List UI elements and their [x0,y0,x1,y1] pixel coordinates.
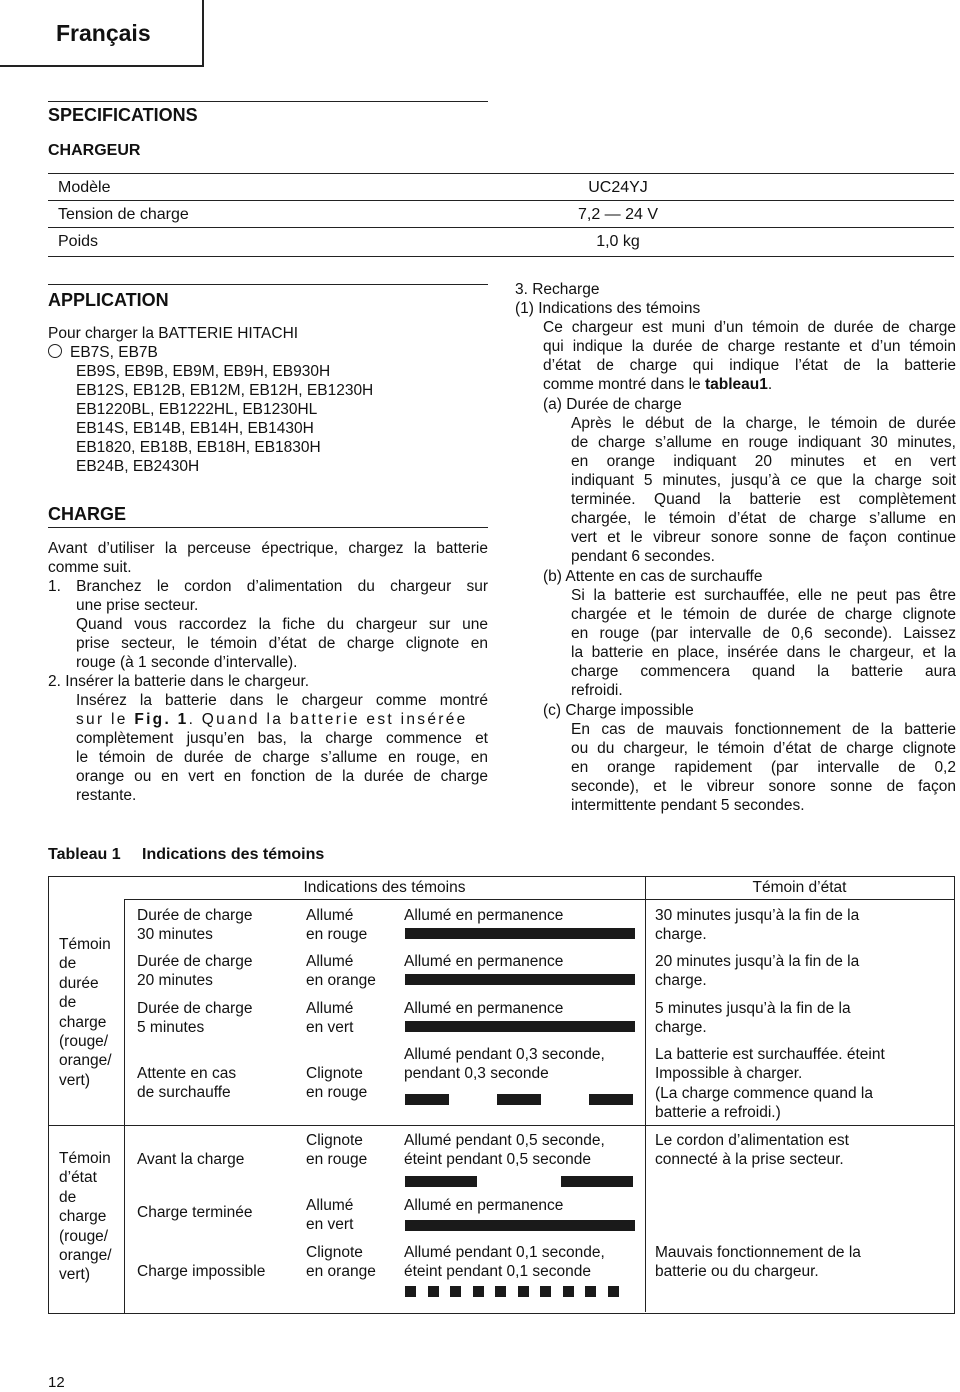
row-light: Allumé en rouge [306,907,368,944]
application-item: EB9S, EB9B, EB9M, EB9H, EB930H [76,363,331,380]
charge-text: le témoin de durée de charge s’allume en rouge, en [76,749,488,766]
spec-label: Poids [58,233,99,250]
blink-square [405,1286,416,1297]
recharge-text: Si la batterie est surchauffée, elle ne peut pas être [571,587,956,604]
table-header-divider [124,899,954,900]
group-charge-duration: Témoin de durée de charge (rouge/ orange/ vert) [59,936,112,1089]
row-light: Allumé en vert [306,1000,354,1037]
recharge-text: Ce chargeur est muni d’un témoin de durée de charge [543,319,956,336]
recharge-title: 3. Recharge [515,281,600,298]
charge-text: Insérez la batterie dans le chargeur comme montré [76,692,488,709]
group-charge-status: Témoin d’état de charge (rouge/ orange/ vert) [59,1150,112,1284]
row-pattern: Allumé pendant 0,5 seconde, éteint pendant 0,5 seconde [404,1132,605,1169]
application-item: EB1220BL, EB1222HL, EB1230HL [76,401,318,418]
recharge-text: refroidi. [571,682,623,699]
charge-text: restante. [76,787,137,804]
row-status: Le cordon d’alimentation est connecté à la prise secteur. [655,1132,849,1169]
blink-square [608,1286,619,1297]
spec-label: Tension de charge [58,206,189,223]
charge-text: Quand vous raccordez la fiche du chargeur sur une [76,616,488,633]
recharge-text: charge commencera quand la batterie aura [571,663,956,680]
charge-step-2: 2. Insérer la batterie dans le chargeur. [48,673,310,690]
recharge-text: comme montré dans le tableau1. [543,376,773,393]
row-pattern: Allumé en permanence [404,1197,564,1214]
spec-label: Modèle [58,179,111,196]
blink-bar [589,1094,633,1105]
table-head-indications: Indications des témoins [303,879,466,896]
application-item: EB24B, EB2430H [76,458,200,475]
table-reference: tableau1 [704,376,768,393]
steady-light-bar [405,928,635,939]
spec-row-divider [48,200,954,201]
charge-text: une prise secteur. [76,597,199,614]
blink-bar [561,1176,633,1187]
recharge-text: pendant 6 secondes. [571,548,715,565]
recharge-text: en orange indiquant 20 minutes et en vert [571,453,956,470]
charge-text: complètement jusqu’en bas, la charge commence et [76,730,488,747]
rule [48,527,488,528]
spec-table-top [48,173,954,174]
table-col-divider [124,899,125,1313]
recharge-subtitle: (1) Indications des témoins [515,300,701,317]
row-status: 5 minutes jusqu’à la fin de la charge. [655,1000,851,1037]
table-group-divider [48,1125,954,1126]
row-light: Clignote en rouge [306,1065,368,1102]
row-name: Durée de charge 30 minutes [137,907,253,944]
spec-value: UC24YJ [588,179,648,196]
row-pattern: Allumé pendant 0,1 seconde, éteint pendant 0,1 seconde [404,1244,605,1281]
recharge-text: En cas de mauvais fonctionnement de la batterie [571,721,956,738]
row-status: 30 minutes jusqu’à la fin de la charge. [655,907,860,944]
row-light: Clignote en orange [306,1244,376,1281]
charge-text: orange ou en vert en fonction de la durée de charge [76,768,488,785]
section-title-charge: CHARGE [48,504,127,524]
blink-bar [405,1176,477,1187]
recharge-text: en rouge (par intervalle de 0,6 seconde). Laissez [571,625,956,642]
blink-square [518,1286,529,1297]
recharge-text: terminée. Quand la batterie est complètement [571,491,956,508]
table-caption-label: Tableau 1 [48,846,121,863]
recharge-text: Après le début de la charge, le témoin de durée [571,415,956,432]
recharge-item-c: (c) Charge impossible [543,702,694,719]
row-name: Durée de charge 20 minutes [137,953,253,990]
section-title-application: APPLICATION [48,290,169,310]
spec-table-bottom [48,256,954,257]
application-intro: Pour charger la BATTERIE HITACHI [48,325,299,342]
recharge-text: chargée, le témoin d’état de charge s’allume en [571,510,956,527]
steady-light-bar [405,1220,635,1231]
charge-text: rouge (à 1 seconde d’intervalle). [76,654,298,671]
spec-value: 1,0 kg [596,233,640,250]
recharge-text: d’état de charge qui indique l’état de la batterie [543,357,956,374]
row-name: Charge impossible [137,1263,266,1280]
row-light: Allumé en vert [306,1197,354,1234]
rule [48,101,488,102]
row-name: Avant la charge [137,1151,245,1168]
charge-text: sur le Fig. 1. Quand la batterie est insérée [76,711,468,728]
recharge-text: ou du chargeur, le témoin d’état de charge clignote [571,740,956,757]
blink-square [428,1286,439,1297]
spec-row-divider [48,227,954,228]
row-status: La batterie est surchauffée. éteint Impossible à charger. (La charge commence quand la batterie a refroidi.) [655,1046,885,1122]
section-title-specifications: SPECIFICATIONS [48,105,198,125]
recharge-text: chargée et le témoin de durée de charge clignote [571,606,956,623]
spec-value: 7,2 — 24 V [577,206,659,223]
row-status: Mauvais fonctionnement de la batterie ou du chargeur. [655,1244,861,1281]
blink-bar [405,1094,449,1105]
blink-bar [497,1094,541,1105]
row-pattern: Allumé pendant 0,3 seconde, pendant 0,3 seconde [404,1046,605,1083]
blink-square [495,1286,506,1297]
row-name: Charge terminée [137,1204,253,1221]
recharge-text: intermittente pendant 5 secondes. [571,797,805,814]
recharge-text: en orange rapidement (par intervalle de 0,2 [571,759,956,776]
charge-text: comme suit. [48,559,132,576]
table-col-divider [645,876,646,1312]
blink-square [473,1286,484,1297]
circle-icon [48,344,62,358]
row-light: Clignote en rouge [306,1132,368,1169]
charge-text: prise secteur, le témoin d’état de charge clignote en [76,635,488,652]
blink-square [540,1286,551,1297]
fig-reference: Fig. 1 [134,711,189,728]
row-status: 20 minutes jusqu’à la fin de la charge. [655,953,860,990]
section-subtitle-charger: CHARGEUR [48,142,141,159]
application-item: EB12S, EB12B, EB12M, EB12H, EB1230H [76,382,374,399]
recharge-text: seconde), et le vibreur sonore sonne de façon [571,778,956,795]
row-pattern: Allumé en permanence [404,1000,564,1017]
application-item: EB14S, EB14B, EB14H, EB1430H [76,420,314,437]
table-caption-title: Indications des témoins [142,846,325,863]
recharge-text: indiquant 5 minutes, jusqu’à ce que la charge soit [571,472,956,489]
charge-step-1: 1. Branchez le cordon d’alimentation du chargeur sur [48,578,488,595]
charge-text: Avant d’utiliser la perceuse épectrique, chargez la batterie [48,540,488,557]
blink-square [585,1286,596,1297]
rule [48,284,488,285]
row-pattern: Allumé en permanence [404,907,564,924]
steady-light-bar [405,1021,635,1032]
row-name: Attente en cas de surchauffe [137,1065,237,1102]
row-name: Durée de charge 5 minutes [137,1000,253,1037]
application-item: EB7S, EB7B [48,344,158,362]
page-number: 12 [48,1374,65,1391]
blink-square [450,1286,461,1297]
blink-square [563,1286,574,1297]
table-head-status: Témoin d’état [752,879,847,896]
recharge-item-a: (a) Durée de charge [543,396,682,413]
language-tab [0,0,204,67]
recharge-text: de charge s’allume en rouge indiquant 30 minutes, [571,434,956,451]
language-label: Français [56,20,151,46]
recharge-text: la batterie en place, insérée dans le chargeur, et la [571,644,956,661]
application-item: EB1820, EB18B, EB18H, EB1830H [76,439,321,456]
recharge-item-b: (b) Attente en cas de surchauffe [543,568,763,585]
row-light: Allumé en orange [306,953,376,990]
recharge-text: vert et le vibreur sonore sonne de façon continue [571,529,956,546]
steady-light-bar [405,974,635,985]
row-pattern: Allumé en permanence [404,953,564,970]
recharge-text: qui indique la durée de charge restante et d’un témoin [543,338,956,355]
